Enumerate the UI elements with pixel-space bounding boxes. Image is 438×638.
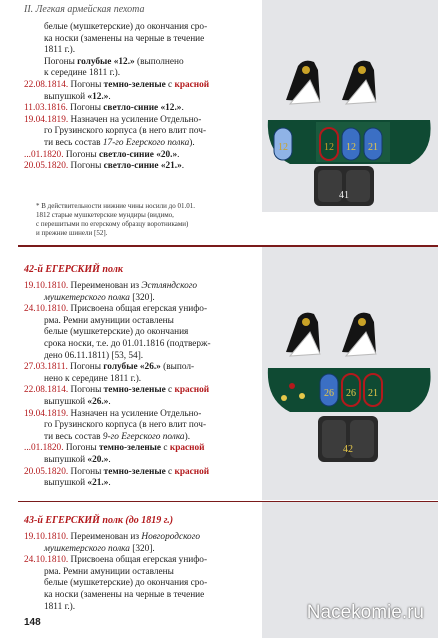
strap-number: 26 xyxy=(324,388,334,399)
section-3-text xyxy=(24,532,260,613)
text-line: мушкетерского полка [320]. xyxy=(44,543,155,554)
text-line: 19.10.1810. Переименован из Новгородского xyxy=(24,532,200,542)
text-line: 1811 г.). xyxy=(44,601,76,612)
text-line: 22.08.1814. Погоны темно-зеленые с красной xyxy=(24,385,210,396)
greatcoat-collar xyxy=(318,416,378,462)
section-divider xyxy=(18,501,438,502)
text-line: рма. Ремни амуниции оставлены xyxy=(44,315,174,326)
text-line: 19.04.1819. Назначен на усиление Отдельно- xyxy=(24,408,202,419)
text-line: дено 06.11.1811) [53, 54]. xyxy=(44,350,144,361)
text-line: срока носки, т.е. до 01.01.1816 (подтверж- xyxy=(44,338,211,349)
text-line: ти весь состав 17-го Егерского полка). xyxy=(44,137,195,148)
strap-number: 26 xyxy=(346,388,356,399)
section-1-text xyxy=(24,22,260,173)
page-number: 148 xyxy=(24,617,41,628)
text-line: мушкетерского полка [320]. xyxy=(44,292,155,303)
text-line: го Грузинского корпуса (в него влит поч- xyxy=(44,420,207,431)
text-line: 22.08.1814. Погоны темно-зеленые с красной xyxy=(24,79,210,90)
text-line: выпушкой «26.». xyxy=(44,396,111,407)
section-divider xyxy=(18,245,438,247)
uniform-illustration-1 xyxy=(262,40,438,210)
shoulder-straps xyxy=(320,374,382,406)
strap-number: 21 xyxy=(368,388,378,399)
text-line: к середине 1811 г.). xyxy=(44,68,121,79)
shako-icon xyxy=(286,61,320,104)
text-line: выпушкой «21.». xyxy=(44,478,111,489)
watermark: Nacekomie.ru xyxy=(306,602,424,623)
text-line: 24.10.1810. Присвоена общая егерская унифо- xyxy=(24,304,208,315)
text-line: нено к середине 1811 г.). xyxy=(44,373,142,384)
text-line: ка носки (заменены на черные в течение xyxy=(44,589,205,600)
section-2-text xyxy=(24,281,260,490)
text-line: выпушкой «20.». xyxy=(44,454,111,465)
text-line: 11.03.1816. Погоны светло-синие «12.». xyxy=(24,103,184,114)
text-line: 19.10.1810. Переименован из Эстляндского xyxy=(24,281,198,291)
running-header: II. Легкая армейская пехота xyxy=(24,4,145,15)
strap-number: 42 xyxy=(343,444,353,455)
strap-number: 41 xyxy=(339,190,349,201)
text-line: 20.05.1820. Погоны светло-синие «21.». xyxy=(24,161,185,172)
text-line: выпушкой «12.». xyxy=(44,91,111,102)
text-line: ...01.1820. Погоны светло-синие «20.». xyxy=(24,149,180,160)
text-line: го Грузинского корпуса (в него влит поч- xyxy=(44,126,207,137)
strap-number: 12 xyxy=(278,142,288,153)
text-line: белые (мушкетерские) до окончания xyxy=(44,327,189,338)
text-line: 27.03.1811. Погоны голубые «26.» (выпол- xyxy=(24,362,195,373)
strap-number: 12 xyxy=(346,142,356,153)
shako-icon xyxy=(286,313,320,356)
footnote: * В действительности нижние чины носили до 01.01. 1812 старые мушкетерские мундиры (видимо, с перешитыми по егерскому образцу воротниками) и прежние шинели [52]. xyxy=(36,202,195,237)
section-2-title: 42-й ЕГЕРСКИЙ полк xyxy=(24,264,123,275)
text-line: белые (мушкетерские) до окончания сро- xyxy=(44,578,208,589)
uniform-illustration-2 xyxy=(262,296,438,476)
text-line: 1811 г.). xyxy=(44,45,76,56)
text-line: ка носки (заменены на черные в течение xyxy=(44,33,205,44)
strap-number: 21 xyxy=(368,142,378,153)
text-line: Погоны голубые «12.» (выполнено xyxy=(44,56,184,67)
text-line: ти весь состав 9-го Егерского полка). xyxy=(44,431,191,442)
text-line: белые (мушкетерские) до окончания сро- xyxy=(44,22,208,32)
text-line: рма. Ремни амуниции оставлены xyxy=(44,566,174,577)
greatcoat-collar xyxy=(314,166,374,206)
text-line: ...01.1820. Погоны темно-зеленые с красной xyxy=(24,443,205,454)
text-line: 20.05.1820. Погоны темно-зеленые с красной xyxy=(24,466,210,477)
text-line: 19.04.1819. Назначен на усиление Отдельно- xyxy=(24,114,202,125)
section-3-title: 43-й ЕГЕРСКИЙ полк (до 1819 г.) xyxy=(24,515,174,526)
shako-icon xyxy=(342,61,376,104)
strap-number: 12 xyxy=(324,142,334,153)
shako-icon xyxy=(342,313,376,356)
text-line: 24.10.1810. Присвоена общая егерская унифо- xyxy=(24,555,208,566)
shoulder-straps xyxy=(274,128,382,160)
